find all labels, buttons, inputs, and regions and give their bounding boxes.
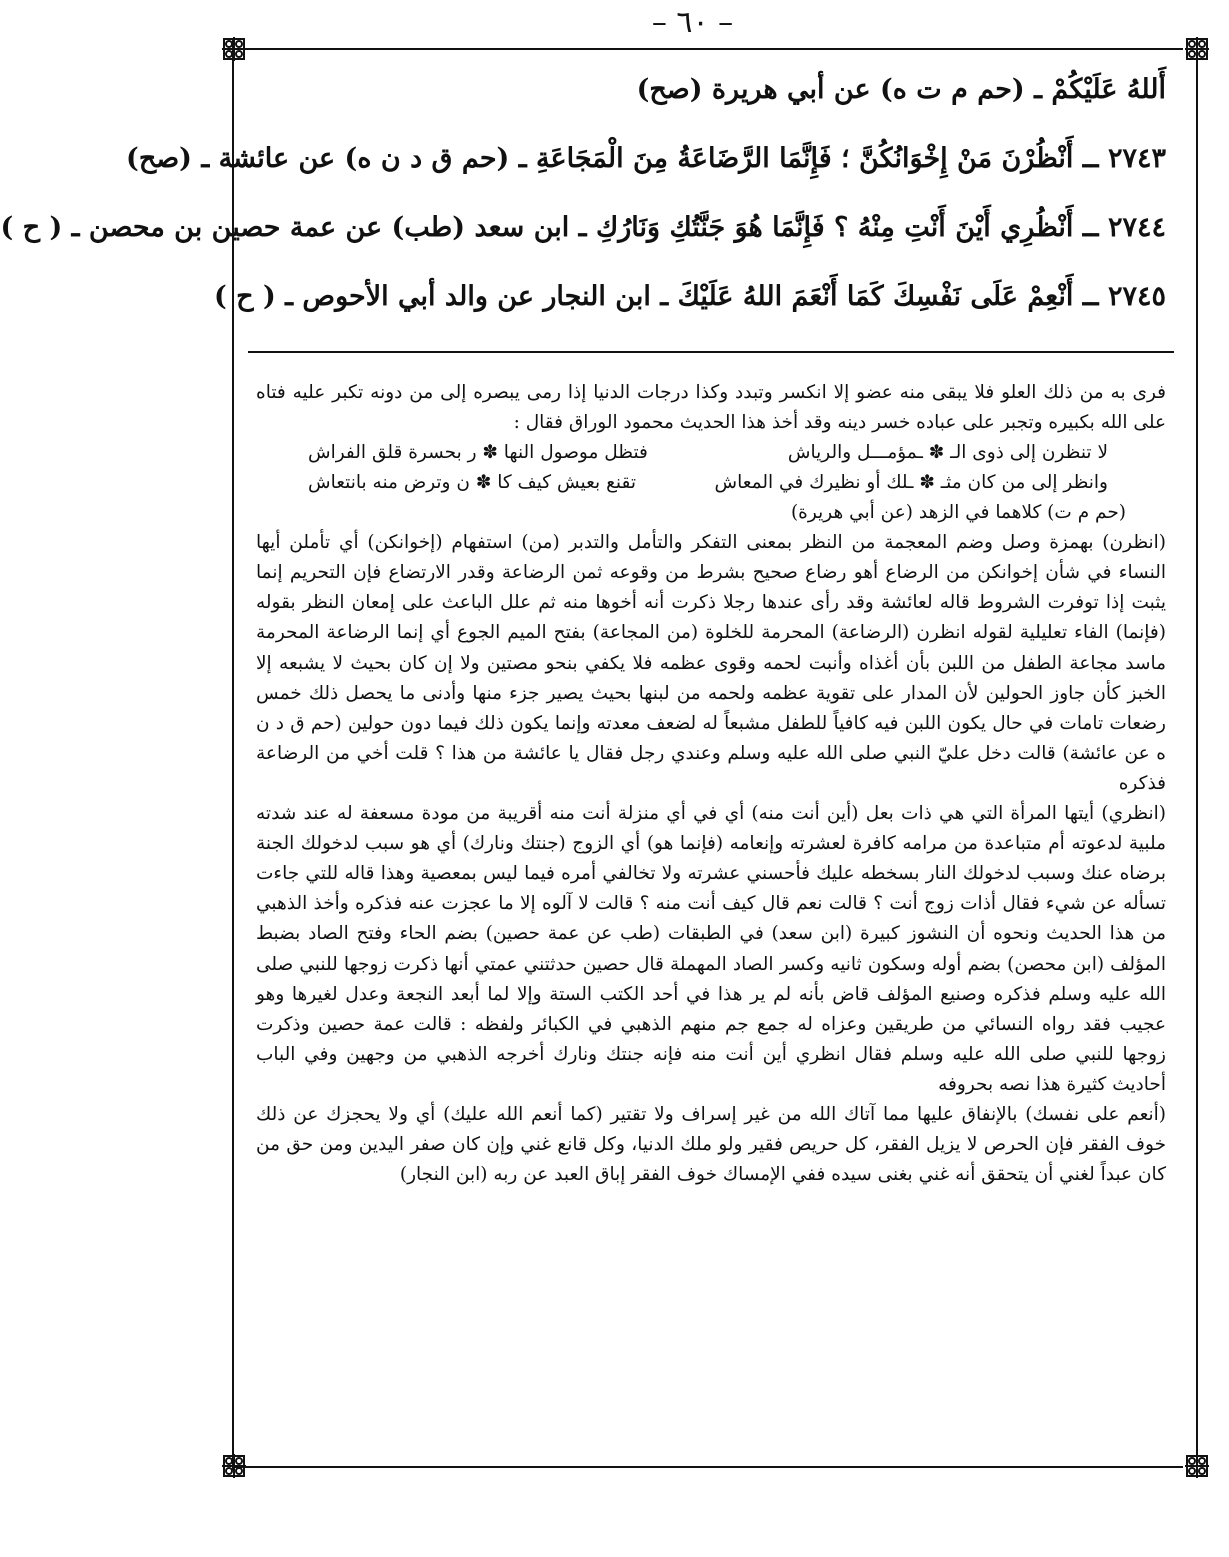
commentary-section (256, 378, 1166, 1190)
poem (308, 438, 1108, 498)
frame-left-border (232, 40, 234, 1470)
hadith-section (0, 72, 1166, 348)
poem-hemistich: تقنع بعيش كيف كا ✽ ن وترض منه بانتعاش (308, 472, 637, 494)
commentary-paragraph: فرى به من ذلك العلو فلا يبقى منه عضو إلا انكسر وتبدد وكذا درجات الدنيا إذا رمى يبصره إلى من دونه تكبر عليه فتاه على الله بكبيره وتجبر على عباده خسر دينه وقد أخذ هذا الحديث محمود الوراق فقال : (256, 382, 1166, 434)
corner-ornament-icon (1184, 36, 1210, 62)
corner-ornament-icon (221, 36, 247, 62)
page-number: – ٦٠ – (651, 5, 734, 40)
poem-hemistich: وانظر إلى من كان مثـ ✽ ـلك أو نظيرك في المعاش (714, 472, 1108, 494)
corner-ornament-icon (221, 1453, 247, 1479)
verse-source: (حم م ت) كلاهما في الزهد (عن أبي هريرة) (790, 502, 1126, 524)
corner-ornament-icon (1184, 1453, 1210, 1479)
hadith-line: ٢٧٤٥ ــ أَنْعِمْ عَلَى نَفْسِكَ كَمَا أَنْعَمَ اللهُ عَلَيْكَ ـ ابن النجار عن والد أبي الأحوص ـ ( ح ) (213, 281, 1166, 312)
frame-bottom-border (232, 1466, 1183, 1468)
poem-line (308, 468, 1108, 498)
commentary-paragraph: (انظري) أيتها المرأة التي هي ذات بعل (أين أنت منه) أي في أي منزلة أنت منه أقريبة من مودة مسعفة له عند شدته ملبية لدعوته أم متباعدة من مرامه كافرة لعشرته وإنعامه (فإنما هو) أي الزوج (جنتك ونارك) أي هو سبب لدخولك الجنة برضاه عنك وسبب لدخولك النار بسخطه عليك فأحسني عشرته ولا تخالفي أمره فيما ليس بمعصية وهذا قاله للتي جاءت تسأله عن شيء فقال أذات زوج أنت ؟ قالت نعم قال كيف أنت منه ؟ قالت لا آلوه إلا ما عجزت عنه فذكره وأخذ الذهبي من هذا الحديث ونحوه أن النشوز كبيرة (ابن سعد) في الطبقات (طب عن عمة حصين) بضم الحاء وفتح الصاد بضبط المؤلف (ابن محصن) بضم أوله وسكون ثانيه وكسر الصاد المهملة قال حصين حدثتني عمتي أنها ذكرت زوجها للنبي صلى الله عليه وسلم فذكره وصنيع المؤلف قاض بأنه لم ير هذا في أحد الكتب الستة وإلا لما أبعد النجعة وعدل لغيرها وهو عجيب فقد رواه النسائي من طريقين وعزاه له جمع جم منهم الذهبي في الكبائر ولفظه : قالت عمة حصين وذكرت زوجها للنبي صلى الله عليه وسلم فقال انظري أين أنت منه فإنه جنتك ونارك أخرجه الذهبي من وجهين وفي الباب أحاديث كثيرة هذا نصه بحروفه (256, 803, 1166, 1095)
section-divider (248, 351, 1174, 353)
frame-right-border (1196, 40, 1198, 1470)
poem-hemistich: فتظل موصول النها ✽ ر بحسرة قلق الفراش (308, 442, 648, 464)
hadith-line: أَللهُ عَلَيْكُمْ ـ (حم م ت ه) عن أبي هريرة (صح) (636, 74, 1166, 105)
frame-top-border (232, 48, 1183, 50)
poem-line (308, 438, 1108, 468)
hadith-line: ٢٧٤٤ ــ أَنْظُرِي أَيْنَ أَنْتِ مِنْهُ ؟ فَإِنَّمَا هُوَ جَنَّتُكِ وَنَارُكِ ـ ابن سعد (طب) عن عمة حصين بن محصن ـ ( ح ) (0, 212, 1166, 243)
commentary-paragraph: (انظرن) بهمزة وصل وضم المعجمة من النظر بمعنى التفكر والتأمل والتدبر (من) استفهام (إخوانكن) أي تأملن أيها النساء في شأن إخوانكن من الرضاع أهو رضاع صحيح بشرط من وقوعه ثمن الرضاعة وقدر الارتضاع فإن التحريم إنما يثبت إذا توفرت الشروط قاله لعائشة وقد رأى عندها رجلا ذكرت أنه أخوها منه ثم علل الباعث على إمعان النظر بقوله (فإنما) الفاء تعليلية لقوله انظرن (الرضاعة) المحرمة للخلوة (من المجاعة) بفتح الميم الجوع أي إنما الرضاعة المحرمة ماسد مجاعة الطفل من اللبن بأن أغذاه وأنبت لحمه وقوى عظمه فلا يكفي بنحو مصتين ولا إن كان بحيث لا يشبعه إلا الخبز كأن جاوز الحولين لأن المدار على تقوية عظمه ولحمه من لبنها بحيث يصير جزء منها وأدنى ما يحصل ذلك خمس رضعات تامات في حال يكون اللبن فيه كافياً للطفل مشبعاً له لضعف معدته وإنما يكون ذلك فيما دون حولين (حم ق د ن ه عن عائشة) قالت دخل عليّ النبي صلى الله عليه وسلم وعندي رجل فقال يا عائشة من هذا ؟ قلت أخي من الرضاعة فذكره (256, 532, 1166, 794)
hadith-line: ٢٧٤٣ ــ أَنْظُرْنَ مَنْ إِخْوَانُكُنَّ ؛ فَإِنَّمَا الرَّضَاعَةُ مِنَ الْمَجَاعَةِ ـ (حم ق د ن ه) عن عائشة ـ (صح) (126, 143, 1166, 174)
commentary-paragraph: (أنعم على نفسك) بالإنفاق عليها مما آتاك الله من غير إسراف ولا تقتير (كما أنعم الله عليك) أي ولا يحجزك عن ذلك خوف الفقر فإن الحرص لا يزيل الفقر، كل حريص فقير ولو ملك الدنيا، وكل قانع غني وإن كان صفر اليدين ومن حق من كان عبداً لغني أن يتحقق أنه غني بغنى سيده ففي الإمساك خوف الفقر إباق العبد عن ربه (ابن النجار) (256, 1103, 1166, 1186)
poem-hemistich: لا تنظرن إلى ذوى الـ ✽ ـمؤمـــل والرياش (787, 442, 1108, 464)
